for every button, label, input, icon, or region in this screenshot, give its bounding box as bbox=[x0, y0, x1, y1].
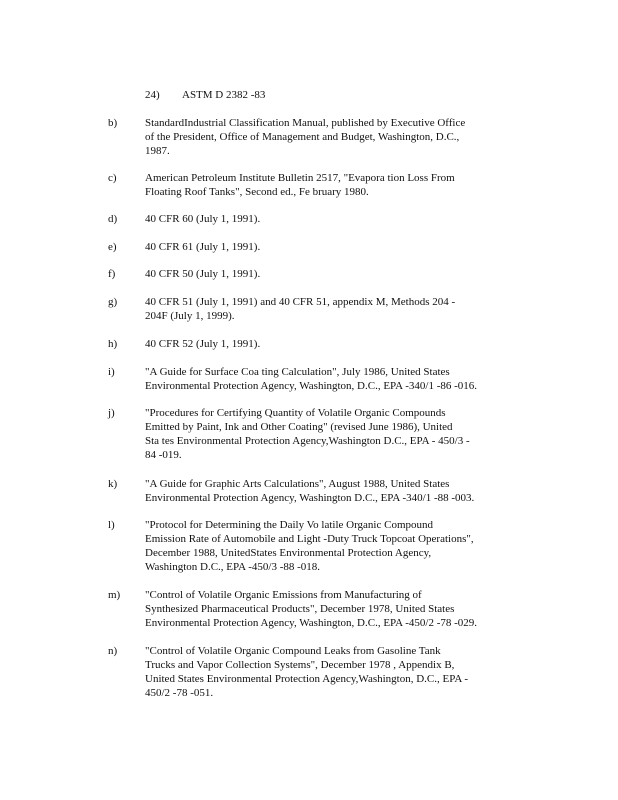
entry-f-line-1: 40 CFR 50 (July 1, 1991). bbox=[145, 268, 261, 280]
entry-i-line-1: "A Guide for Surface Coa ting Calculation", July 1986, United States bbox=[145, 366, 450, 378]
entry-f-text bbox=[145, 267, 505, 281]
entry-l-line-4: Washington D.C., EPA -450/3 -88 -018. bbox=[145, 561, 321, 573]
entry-j-line-2: Emitted by Paint, Ink and Other Coating" (revised June 1986), United bbox=[145, 421, 453, 433]
entry-n-line-1: "Control of Volatile Organic Compound Leaks from Gasoline Tank bbox=[145, 645, 441, 657]
entry-g-line-2: 204F (July 1, 1999). bbox=[145, 310, 235, 322]
entry-n-line-2: Trucks and Vapor Collection Systems", December 1978 , Appendix B, bbox=[145, 659, 455, 671]
entry-f-label: f) bbox=[108, 268, 116, 280]
item-24-label: 24) bbox=[145, 89, 160, 101]
entry-b-label: b) bbox=[108, 117, 118, 129]
entry-b-line-3: 1987. bbox=[145, 145, 170, 157]
item-24-text: ASTM D 2382 -83 bbox=[182, 89, 266, 101]
entry-b-line-2: of the President, Office of Management and Budget, Washington, D.C., bbox=[145, 131, 460, 143]
entry-d-line-1: 40 CFR 60 (July 1, 1991). bbox=[145, 213, 261, 225]
entry-k-text bbox=[145, 477, 505, 505]
entry-i-line-2: Environmental Protection Agency, Washington, D.C., EPA -340/1 -86 -016. bbox=[145, 380, 478, 392]
entry-c-text bbox=[145, 171, 505, 199]
entry-i-text bbox=[145, 365, 505, 393]
entry-g-text bbox=[145, 295, 505, 323]
entry-m-line-3: Environmental Protection Agency, Washington, D.C., EPA -450/2 -78 -029. bbox=[145, 617, 478, 629]
entry-k-line-2: Environmental Protection Agency, Washington D.C., EPA -340/1 -88 -003. bbox=[145, 492, 475, 504]
entry-l-label: l) bbox=[108, 519, 115, 531]
entry-m-line-1: "Control of Volatile Organic Emissions from Manufacturing of bbox=[145, 589, 422, 601]
entry-c-line-2: Floating Roof Tanks", Second ed., Fe bruary 1980. bbox=[145, 186, 369, 198]
entry-j-line-1: "Procedures for Certifying Quantity of Volatile Organic Compounds bbox=[145, 407, 446, 419]
entry-j-line-4: 84 -019. bbox=[145, 449, 182, 461]
entry-g-line-1: 40 CFR 51 (July 1, 1991) and 40 CFR 51, appendix M, Methods 204 - bbox=[145, 296, 456, 308]
entry-m-label: m) bbox=[108, 589, 121, 601]
entry-n-line-3: United States Environmental Protection Agency,Washington, D.C., EPA - bbox=[145, 673, 469, 685]
entry-e-label: e) bbox=[108, 241, 117, 253]
entry-l-text bbox=[145, 518, 505, 574]
entry-c-label: c) bbox=[108, 172, 117, 184]
entry-n-label: n) bbox=[108, 645, 118, 657]
entry-e-line-1: 40 CFR 61 (July 1, 1991). bbox=[145, 241, 261, 253]
entry-m-line-2: Synthesized Pharmaceutical Products", December 1978, United States bbox=[145, 603, 455, 615]
entry-i-label: i) bbox=[108, 366, 115, 378]
entry-b-line-1: StandardIndustrial Classification Manual, published by Executive Office bbox=[145, 117, 466, 129]
entry-n-text bbox=[145, 644, 505, 700]
entry-h-line-1: 40 CFR 52 (July 1, 1991). bbox=[145, 338, 261, 350]
entry-n-line-4: 450/2 -78 -051. bbox=[145, 687, 214, 699]
entry-e-text bbox=[145, 240, 505, 254]
entry-g-label: g) bbox=[108, 296, 118, 308]
entry-k-line-1: "A Guide for Graphic Arts Calculations", August 1988, United States bbox=[145, 478, 450, 490]
entry-d-label: d) bbox=[108, 213, 118, 225]
entry-h-label: h) bbox=[108, 338, 118, 350]
entry-l-line-1: "Protocol for Determining the Daily Vo latile Organic Compound bbox=[145, 519, 434, 531]
entry-b-text bbox=[145, 116, 505, 158]
entry-j-label: j) bbox=[108, 407, 115, 419]
entry-c-line-1: American Petroleum Institute Bulletin 2517, "Evapora tion Loss From bbox=[145, 172, 455, 184]
entry-k-label: k) bbox=[108, 478, 118, 490]
entry-m-text bbox=[145, 588, 505, 630]
entry-l-line-2: Emission Rate of Automobile and Light -Duty Truck Topcoat Operations", bbox=[145, 533, 474, 545]
entry-j-line-3: Sta tes Environmental Protection Agency,Washington D.C., EPA - 450/3 - bbox=[145, 435, 470, 447]
entry-d-text bbox=[145, 212, 505, 226]
entry-h-text bbox=[145, 337, 505, 351]
entry-l-line-3: December 1988, UnitedStates Environmental Protection Agency, bbox=[145, 547, 432, 559]
entry-j-text bbox=[145, 406, 505, 462]
